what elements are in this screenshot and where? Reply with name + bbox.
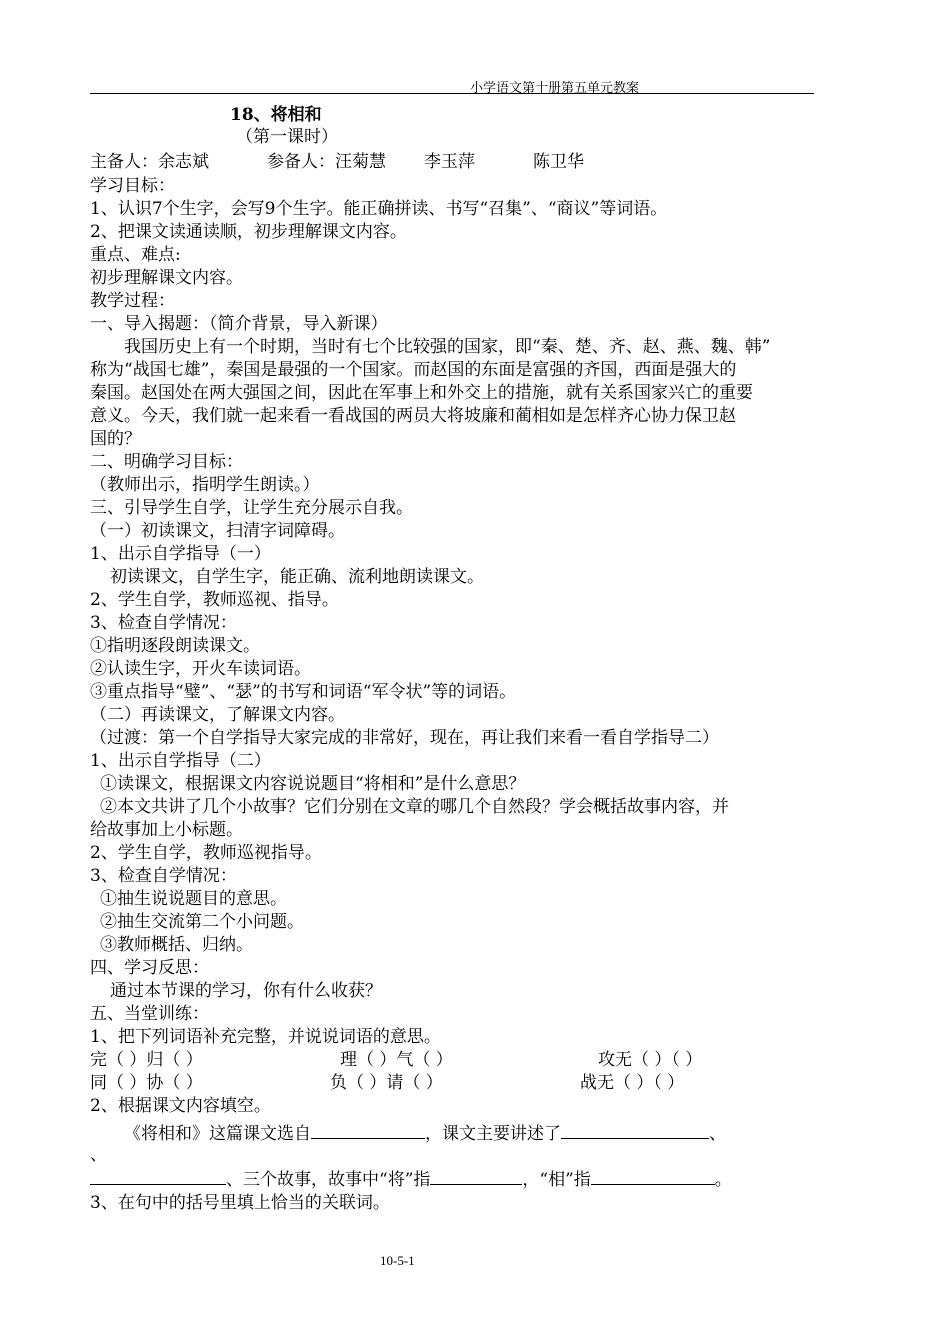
blank-underline <box>591 1167 715 1185</box>
text-line: ③重点指导“璧”、“瑟”的书写和词语“军令状”等的词语。 <box>90 682 517 702</box>
fill-text: 、 <box>90 1145 107 1165</box>
fill-text: 、三个故事，故事中“将”指 <box>226 1170 431 1190</box>
text-line: 2、学生自学，教师巡视指导。 <box>90 843 322 863</box>
text-line: 教学过程： <box>90 291 175 311</box>
text-line: 初步理解课文内容。 <box>90 268 243 288</box>
fill-blank-line <box>124 1121 726 1145</box>
text-line: （过渡：第一个自学指导大家完成的非常好，现在，再让我们来看一看自学指导二） <box>90 728 719 748</box>
text-line: （教师出示，指明学生朗读。） <box>90 475 320 495</box>
page-header: 小学语文第十册第五单元教案 <box>470 81 640 96</box>
co-preparer: 参备人：汪菊慧 <box>267 152 386 172</box>
text-line: ②抽生交流第二个小问题。 <box>100 912 304 932</box>
text-line: ③教师概括、归纳。 <box>100 935 253 955</box>
text-line: 称为“战国七雄”，秦国是最强的一个国家。而赵国的东面是富强的齐国，西面是强大的 <box>90 360 737 380</box>
text-line: 五、当堂训练： <box>90 1004 209 1024</box>
text-line: 三、引导学生自学，让学生充分展示自我。 <box>90 498 413 518</box>
text-line: 2、把课文读通读顺，初步理解课文内容。 <box>90 222 407 242</box>
blank-underline <box>561 1121 709 1139</box>
text-line: 1、出示自学指导（二） <box>90 751 271 771</box>
text-line: ②认读生字，开火车读词语。 <box>90 659 311 679</box>
blank-underline <box>430 1167 522 1185</box>
blank-underline <box>90 1167 226 1185</box>
text-line: （二）再读课文，了解课文内容。 <box>90 705 345 725</box>
text-line: 1、认识7个生字，会写9个生字。能正确拼读、书写“召集”、“商议”等词语。 <box>90 199 668 219</box>
word-fill-item: 战无（ ）（ ） <box>580 1073 685 1093</box>
text-line: 我国历史上有一个时期，当时有七个比较强的国家，即“秦、楚、齐、赵、燕、魏、韩” <box>124 337 771 357</box>
main-preparer: 主备人：余志斌 <box>90 152 209 172</box>
text-line: 四、学习反思： <box>90 958 209 978</box>
lesson-subtitle: （第一课时） <box>236 127 338 147</box>
text-line: 重点、难点: <box>90 245 181 265</box>
co-preparer-3: 陈卫华 <box>533 152 584 172</box>
text-line: 国的？ <box>90 429 141 449</box>
fill-text: 《将相和》这篇课文选自 <box>124 1124 311 1144</box>
text-line: 1、出示自学指导（一） <box>90 544 271 564</box>
word-fill-item: 完（ ）归（ ） <box>90 1050 203 1070</box>
text-line: ①指明逐段朗读课文。 <box>90 636 260 656</box>
text-line: 3、检查自学情况： <box>90 866 237 886</box>
text-line: 通过本节课的学习，你有什么收获？ <box>110 981 382 1001</box>
header-rule <box>90 93 814 94</box>
text-line: 一、导入揭题：（简介背景，导入新课） <box>90 314 388 334</box>
lesson-title: 18、将相和 <box>230 105 322 125</box>
text-line: 2、根据课文内容填空。 <box>90 1096 271 1116</box>
word-fill-item: 攻无（ ）（ ） <box>598 1050 703 1070</box>
word-fill-item: 负（ ）请（ ） <box>330 1073 443 1093</box>
text-line: 3、检查自学情况： <box>90 613 237 633</box>
text-line: 初读课文，自学生字，能正确、流利地朗读课文。 <box>110 567 484 587</box>
text-line: ②本文共讲了几个小故事？它们分别在文章的哪几个自然段？学会概括故事内容，并 <box>100 797 729 817</box>
text-line: 学习目标： <box>90 176 175 196</box>
text-line: 2、学生自学，教师巡视、指导。 <box>90 590 339 610</box>
fill-text: 、 <box>709 1124 726 1144</box>
text-line: 给故事加上小标题。 <box>90 820 243 840</box>
text-line: ①读课文，根据课文内容说说题目“将相和”是什么意思？ <box>100 774 526 794</box>
fill-text: ，“相”指 <box>522 1170 591 1190</box>
blank-underline <box>311 1121 425 1139</box>
text-line: 3、在句中的括号里填上恰当的关联词。 <box>90 1193 390 1213</box>
text-line: 秦国。赵国处在两大强国之间，因此在军事上和外交上的措施，就有关系国家兴亡的重要 <box>90 383 753 403</box>
text-line: 意义。今天，我们就一起来看一看战国的两员大将坡廉和蔺相如是怎样齐心协力保卫赵 <box>90 406 736 426</box>
co-preparer-2: 李玉萍 <box>424 152 475 172</box>
text-line: （一）初读课文，扫清字词障碍。 <box>90 521 345 541</box>
prep-line <box>90 151 584 173</box>
fill-text: 。 <box>714 1170 732 1190</box>
text-line: 二、明确学习目标： <box>90 452 243 472</box>
word-fill-item: 理（ ）气（ ） <box>340 1050 453 1070</box>
fill-text: ，课文主要讲述了 <box>425 1124 561 1144</box>
text-line: 1、把下列词语补充完整，并说说词语的意思。 <box>90 1027 441 1047</box>
word-fill-item: 同（ ）协（ ） <box>90 1073 203 1093</box>
page-number: 10-5-1 <box>380 1253 415 1268</box>
text-line: ①抽生说说题目的意思。 <box>100 889 287 909</box>
fill-blank-line <box>90 1167 732 1191</box>
